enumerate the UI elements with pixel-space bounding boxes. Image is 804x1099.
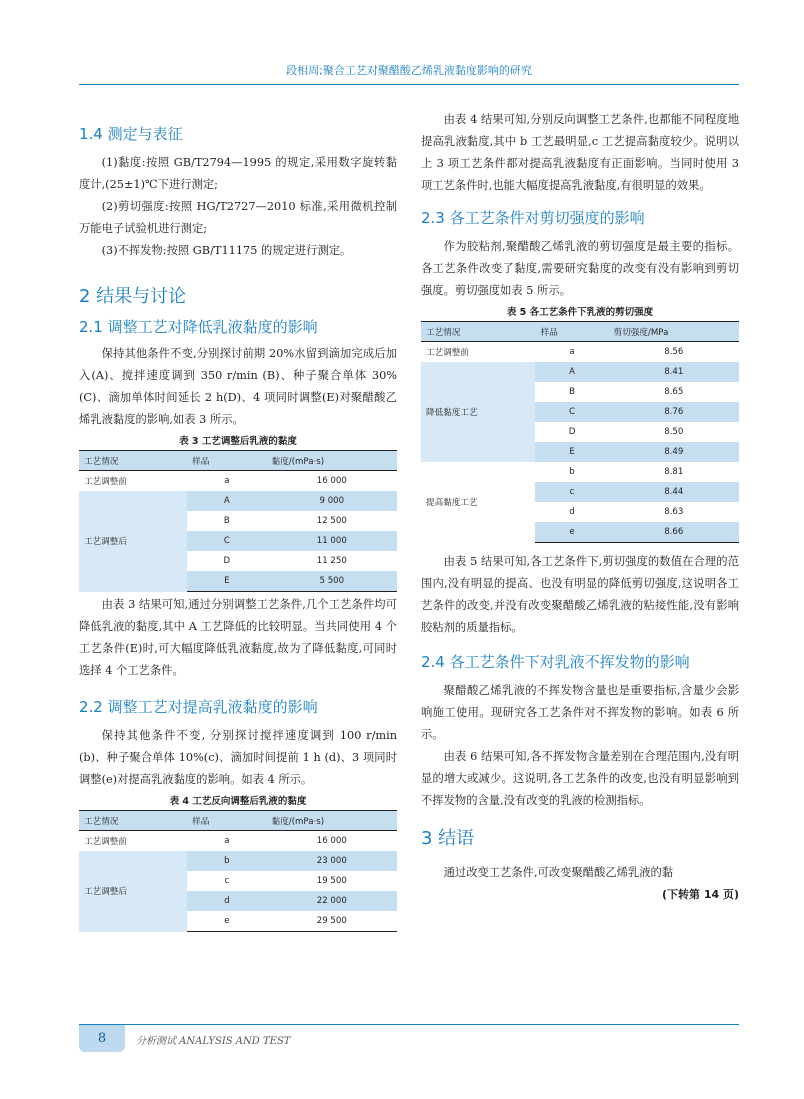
table5-cell-value: 8.63 [664,507,684,517]
table3-cell-sample: E [187,571,267,592]
page-number: 8 [79,1025,125,1052]
table4-result-paragraph: 由表 4 结果可知,分别反向调整工艺条件,也都能不同程度地提高乳液黏度,其中 b 工艺最明显,c 工艺提高黏度较少。说明以上 3 项工艺条件都对提高乳液黏度有正面影响。当同时使用 3 项工艺条件时,也能大幅度提高乳液黏度,有很明显的效果。 [421,113,739,192]
table5-cell-value: 8.81 [664,467,684,477]
table3-cell-sample: A [187,491,267,511]
table3-group-label: 工艺调整后 [79,491,187,592]
table3-cell-value: 16 000 [316,476,347,486]
section-1-4-title: 1.4 测定与表征 [79,125,183,143]
section-2-3-title: 2.3 各工艺条件对剪切强度的影响 [421,209,645,227]
table5-group1-label: 降低黏度工艺 [421,362,535,462]
table5-header-sample: 样品 [535,322,608,342]
table4-header-sample: 样品 [187,811,267,831]
s14-item-1: (1)黏度:按照 GB/T2794—1995 的规定,采用数字旋转黏度计,(25±1)℃下进行测定; [79,156,397,191]
table-row [79,491,397,511]
table4-cell-value: 22 000 [267,891,397,911]
table5-cell-sample: C [535,402,608,422]
s22-paragraph-1: 保持其他条件不变, 分别探讨搅拌速度调到 100 r/min (b)、种子聚合单体 10%(c)、滴加时间提前 1 h (d)、3 项同时调整(e)对提高乳液黏度的影响。如表 4 所示。 [79,729,397,786]
table4-cell-sample: d [187,891,267,911]
section-2-2-title: 2.2 调整工艺对提高乳液黏度的影响 [79,698,318,716]
table5-cell-sample: e [535,522,608,543]
table5-cell-value: 8.76 [609,402,739,422]
journal-name: 分析测试 ANALYSIS AND TEST [136,1036,291,1047]
table-row [79,471,397,492]
section-2-4-title: 2.4 各工艺条件下对乳液不挥发物的影响 [421,653,690,671]
running-header: 段相周;聚合工艺对聚醋酸乙烯乳液黏度影响的研究 [286,64,532,77]
table5-cell-value: 8.44 [609,482,739,502]
table-row [421,462,739,482]
table4-cell-sample: c [224,876,230,886]
table3-cell-sample: B [223,516,230,526]
table4-cell-sample: a [224,836,230,846]
table4-cell-value: 23 000 [267,851,397,871]
table3-cell-value: 5 500 [267,571,397,592]
left-column [79,104,397,932]
table3-caption: 表 3 工艺调整后乳液的黏度 [179,436,297,447]
table-row [79,831,397,852]
s21-paragraph-1: 保持其他条件不变,分别探讨前期 20%水留到滴加完成后加入(A)、搅拌速度调到 350 r/min (B)、种子聚合单体 30%(C)、滴加单体时间延长 2 h(D)、4 项同时调整(E)对聚醋酸乙烯乳液黏度的影响,如表 3 所示。 [79,347,397,426]
section-2-1-title: 2.1 调整工艺对降低乳液黏度的影响 [79,318,318,336]
table5-cell-sample: B [569,387,575,397]
s21-paragraph-2: 由表 3 结果可知,通过分别调整工艺条件,几个工艺条件均可降低乳液的黏度,其中 A 工艺降低的比较明显。当共同使用 4 个工艺条件(E)时,可大幅度降低乳液黏度,故为了降低黏度,可同时选择 4 个工艺条件。 [79,598,397,677]
table3-cell-sample: D [223,556,231,566]
table5-cell-sample: d [569,507,575,517]
table5 [421,321,739,543]
table4-cell-value: 16 000 [316,836,347,846]
table5-caption: 表 5 各工艺条件下乳液的剪切强度 [506,307,654,318]
section-2-title: 2 结果与讨论 [79,286,187,307]
table3-header-cond: 工艺情况 [79,451,187,471]
table4-cell-value: 19 500 [316,876,347,886]
table3-cell-sample: C [187,531,267,551]
section-3-title: 3 结语 [421,828,475,849]
s14-item-2: (2)剪切强度:按照 HG/T2727—2010 标准,采用微机控制万能电子试验机进行测定; [79,200,397,235]
table5-cell-sample: b [569,467,575,477]
table5-cell-value: 8.49 [609,442,739,462]
table3-cell-value: 11 000 [267,531,397,551]
table4-cell-value: 29 500 [267,911,397,932]
table3-cell-cond: 工艺调整前 [84,477,127,487]
table4-group-label: 工艺调整后 [79,851,187,932]
table3-cell-value: 11 250 [316,556,347,566]
continued-note: (下转第 14 页) [661,888,739,901]
s23-paragraph-1: 作为胶粘剂,聚醋酸乙烯乳液的剪切强度是最主要的指标。各工艺条件改变了黏度,需要研究黏度的改变有没有影响到剪切强度。剪切强度如表 5 所示。 [421,240,739,297]
table3 [79,450,397,592]
table5-header-value: 剪切强度/MPa [609,322,739,342]
right-column [421,104,739,906]
table5-cell-value: 8.66 [609,522,739,543]
table5-cell-sample: a [569,347,575,357]
table5-group2-label: 提高黏度工艺 [426,498,478,509]
s24-paragraph-1: 聚醋酸乙烯乳液的不挥发物含量也是重要指标,含量少会影响施工使用。现研究各工艺条件对不挥发物的影响。如表 6 所示。 [421,684,739,741]
table5-cell-value: 8.65 [664,387,684,397]
table4 [79,810,397,932]
table4-caption: 表 4 工艺反向调整后乳液的黏度 [169,796,307,807]
table5-cell-value: 8.56 [664,347,684,357]
table-row [79,851,397,871]
footer-rule [79,1024,739,1025]
table5-cell-value: 8.41 [609,362,739,382]
table3-header-sample: 样品 [187,451,267,471]
table-row [421,362,739,382]
s3-paragraph-1: 通过改变工艺条件,可改变聚醋酸乙烯乳液的黏 [443,866,674,879]
table5-cell-sample: c [535,482,608,502]
table5-cell-sample: D [568,427,576,437]
table3-cell-value: 9 000 [267,491,397,511]
table-row [421,342,739,363]
table4-header-cond: 工艺情况 [79,811,187,831]
s23-paragraph-2: 由表 5 结果可知,各工艺条件下,剪切强度的数值在合理的范围内,没有明显的提高、也没有明显的降低剪切强度,这说明各工艺条件的改变,并没有改变聚醋酸乙烯乳液的粘接性能,没有影响胶粘剂的质量指标。 [421,555,739,634]
table5-header-cond: 工艺情况 [421,322,535,342]
table5-cell-sample: E [535,442,608,462]
table3-cell-sample: a [224,476,230,486]
table3-header-value: 黏度/(mPa·s) [267,451,397,471]
table3-cell-value: 12 500 [316,516,347,526]
header-rule [79,84,739,85]
table5-cell-sample: A [535,362,608,382]
s14-item-3: (3)不挥发物:按照 GB/T11175 的规定进行测定。 [101,244,352,257]
table4-header-value: 黏度/(mPa·s) [267,811,397,831]
table4-cell-sample: e [187,911,267,932]
s24-paragraph-2: 由表 6 结果可知,各不挥发物含量差别在合理范围内,没有明显的增大或减少。这说明,各工艺条件的改变,也没有明显影响到不挥发物的含量,没有改变的乳液的检测指标。 [421,750,739,807]
table4-cell-cond: 工艺调整前 [84,837,127,847]
table4-cell-sample: b [187,851,267,871]
table5-cell-cond: 工艺调整前 [426,348,469,358]
table5-cell-value: 8.50 [664,427,684,437]
